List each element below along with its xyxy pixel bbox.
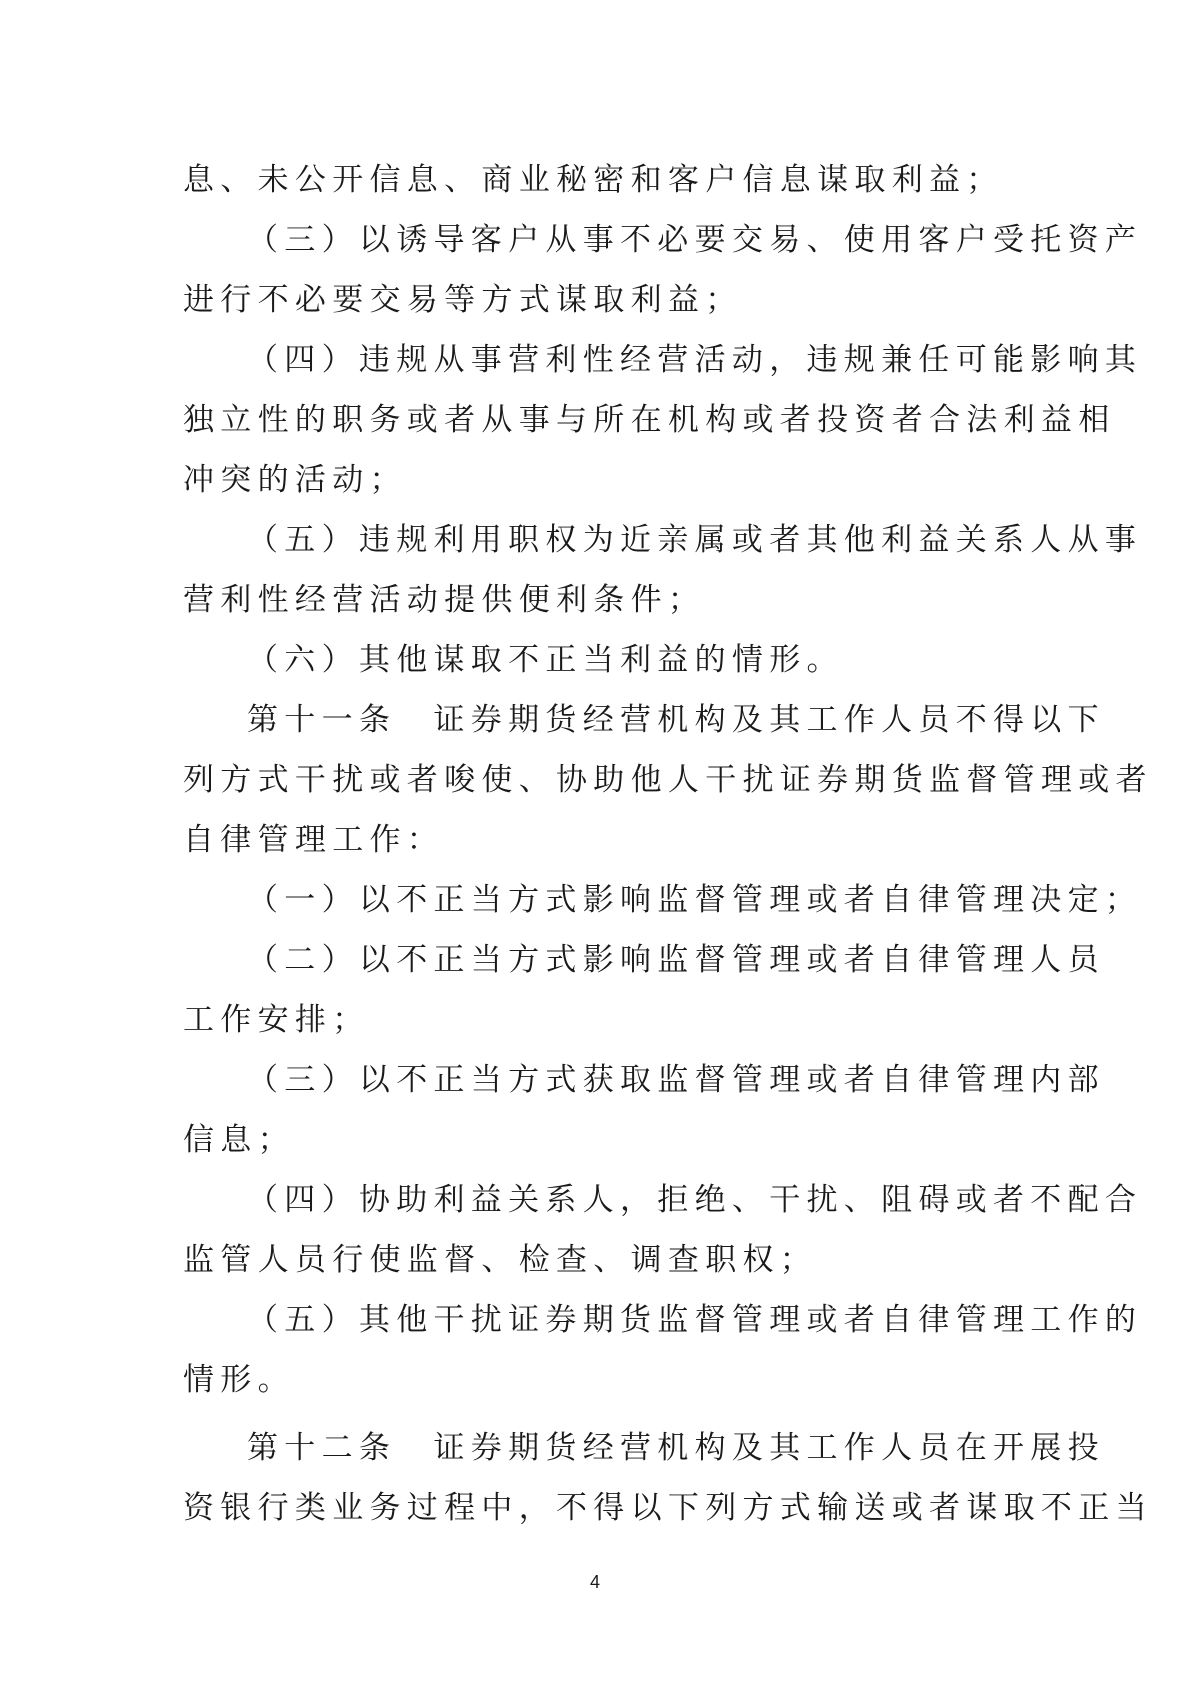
article-heading-12: 第十二条 证券期货经营机构及其工作人员在开展投	[247, 1430, 1105, 1466]
page-number: 4	[589, 1572, 600, 1592]
article-heading-11: 第十一条 证券期货经营机构及其工作人员不得以下	[247, 702, 1105, 738]
text-line: 工作安排；	[183, 1002, 370, 1038]
text-line: 自律管理工作：	[183, 822, 445, 858]
text-line: 监管人员行使监督、检查、调查职权；	[183, 1242, 818, 1278]
text-line: （五）其他干扰证券期货监督管理或者自律管理工作的	[247, 1302, 1143, 1338]
text-line: 情形。	[183, 1362, 295, 1398]
text-line: 冲突的活动；	[183, 462, 407, 498]
text-line: （二）以不正当方式影响监督管理或者自律管理人员	[247, 942, 1105, 978]
text-line: （六）其他谋取不正当利益的情形。	[247, 642, 844, 678]
text-line: 营利性经营活动提供便利条件；	[183, 582, 706, 618]
text-line: 信息；	[183, 1122, 295, 1158]
text-line: （四）协助利益关系人，拒绝、干扰、阻碍或者不配合	[247, 1182, 1143, 1218]
text-line: （三）以诱导客户从事不必要交易、使用客户受托资产	[247, 222, 1143, 258]
text-line: （五）违规利用职权为近亲属或者其他利益关系人从事	[247, 522, 1143, 558]
text-line: 进行不必要交易等方式谋取利益；	[183, 282, 743, 318]
text-line: （四）违规从事营利性经营活动，违规兼任可能影响其	[247, 342, 1143, 378]
text-line: （三）以不正当方式获取监督管理或者自律管理内部	[247, 1062, 1105, 1098]
body-text	[183, 150, 1153, 1538]
text-line: 独立性的职务或者从事与所在机构或者投资者合法利益相	[183, 402, 1116, 438]
text-line: （一）以不正当方式影响监督管理或者自律管理决定；	[247, 882, 1143, 918]
text-line: 列方式干扰或者唆使、协助他人干扰证券期货监督管理或者	[183, 762, 1153, 798]
text-line: 息、未公开信息、商业秘密和客户信息谋取利益；	[183, 162, 1004, 198]
text-line: 资银行类业务过程中，不得以下列方式输送或者谋取不正当	[183, 1490, 1153, 1526]
